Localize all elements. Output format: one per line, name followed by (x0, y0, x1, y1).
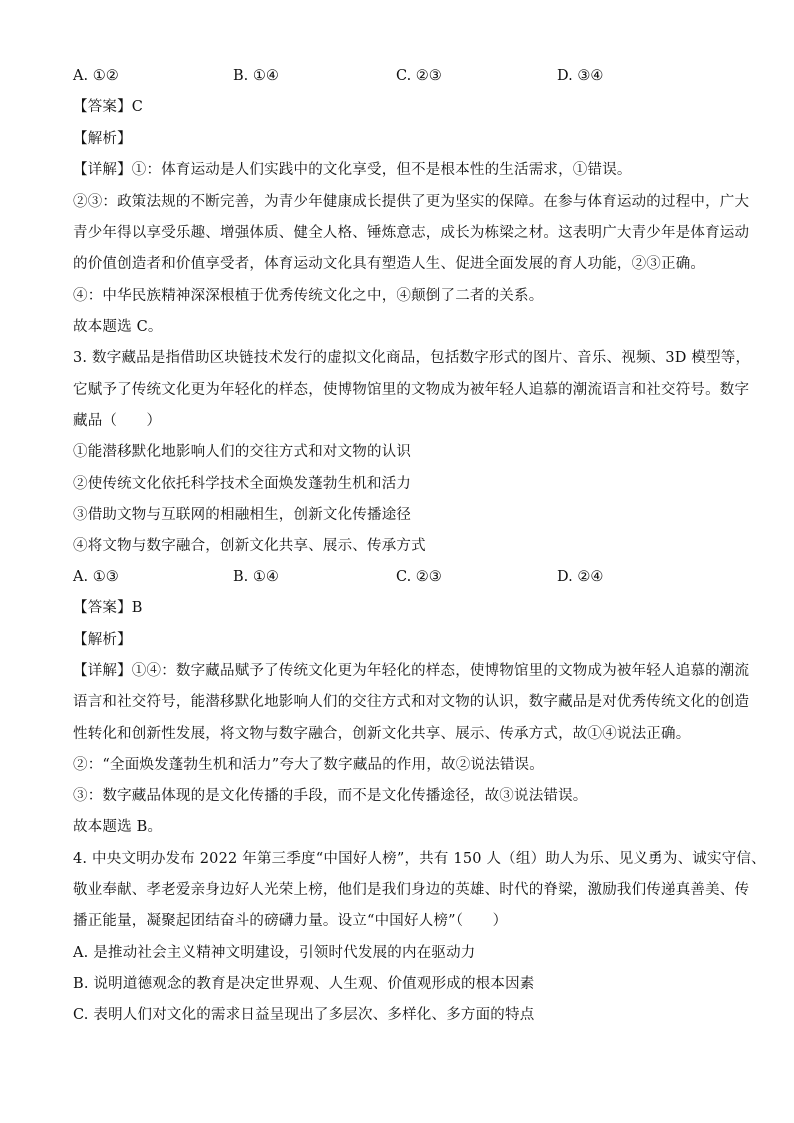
q2-detail-line: ④：中华民族精神深深根植于优秀传统文化之中，④颠倒了二者的关系。 (73, 288, 544, 304)
q2-option-c: C. ②③ (396, 68, 442, 84)
q2-option-b: B. ①④ (233, 68, 279, 84)
q3-conclusion: 故本题选 B。 (73, 819, 163, 835)
q3-option-c: C. ②③ (396, 569, 442, 585)
q3-answer: 【答案】B (73, 600, 143, 616)
q4-stem-line: 敬业奉献、孝老爱亲身边好人光荣上榜，他们是我们身边的英雄、时代的脊梁，激励我们传递真善美、传 (73, 882, 750, 898)
q4-option-c: C. 表明人们对文化的需求日益呈现出了多层次、多样化、多方面的特点 (73, 1007, 535, 1023)
q4-stem-line: 播正能量，凝聚起团结奋斗的磅礴力量。设立“中国好人榜”（ ） (73, 913, 508, 929)
q2-option-d: D. ③④ (557, 68, 604, 84)
q2-conclusion: 故本题选 C。 (73, 319, 163, 335)
q3-detail-line: 【详解】①④：数字藏品赋予了传统文化更为年轻化的样态，使博物馆里的文物成为被年轻人追慕的潮流 (73, 663, 750, 679)
q3-detail-line: 语言和社交符号，能潜移默化地影响人们的交往方式和对文物的认识，数字藏品是对优秀传统文化的创造 (73, 694, 750, 710)
q2-detail-line: 的价值创造者和价值享受者，体育运动文化具有塑造人生、促进全面发展的育人功能，②③正确。 (73, 256, 706, 272)
q2-detail-line: ②③：政策法规的不断完善，为青少年健康成长提供了更为坚实的保障。在参与体育运动的过程中，广大 (73, 194, 750, 210)
q2-analysis-label: 【解析】 (73, 131, 132, 147)
q2-answer: 【答案】C (73, 99, 144, 115)
q2-option-a: A. ①② (73, 68, 119, 84)
q3-statement: ①能潜移默化地影响人们的交往方式和对文物的认识 (73, 444, 412, 460)
q3-option-d: D. ②④ (557, 569, 604, 585)
q3-statement: ④将文物与数字融合，创新文化共享、展示、传承方式 (73, 538, 426, 554)
q3-analysis-label: 【解析】 (73, 632, 132, 648)
q2-detail-line: 青少年得以享受乐趣、增强体质、健全人格、锤炼意志，成长为栋梁之材。这表明广大青少年是体育运动 (73, 225, 750, 241)
q3-detail-line: ③：数字藏品体现的是文化传播的手段，而不是文化传播途径，故③说法错误。 (73, 788, 588, 804)
q3-statement: ③借助文物与互联网的相融相生，创新文化传播途径 (73, 507, 412, 523)
q4-option-a: A. 是推动社会主义精神文明建设，引领时代发展的内在驱动力 (73, 945, 476, 961)
q2-detail-line: 【详解】①：体育运动是人们实践中的文化享受，但不是根本性的生活需求，①错误。 (73, 162, 632, 178)
q3-option-a: A. ①③ (73, 569, 119, 585)
q3-stem-line: 3. 数字藏品是指借助区块链技术发行的虚拟文化商品，包括数字形式的图片、音乐、视频、3D 模型等， (73, 350, 751, 366)
q3-statement: ②使传统文化依托科学技术全面焕发蓬勃生机和活力 (73, 476, 412, 492)
q3-option-b: B. ①④ (233, 569, 279, 585)
q3-stem-line: 它赋予了传统文化更为年轻化的样态，使博物馆里的文物成为被年轻人追慕的潮流语言和社交符号。数字 (73, 382, 750, 398)
q3-detail-line: 性转化和创新性发展，将文物与数字融合，创新文化共享、展示、传承方式，故①④说法正确。 (73, 726, 691, 742)
q4-stem-line: 4. 中央文明办发布 2022 年第三季度“中国好人榜”，共有 150 人（组）助人为乐、见义勇为、诚实守信、 (73, 851, 766, 867)
q4-option-b: B. 说明道德观念的教育是决定世界观、人生观、价值观形成的根本因素 (73, 976, 535, 992)
q3-stem-line: 藏品（ ） (73, 413, 162, 429)
q3-detail-line: ②：“全面焕发蓬勃生机和活力”夸大了数字藏品的作用，故②说法错误。 (73, 757, 544, 773)
